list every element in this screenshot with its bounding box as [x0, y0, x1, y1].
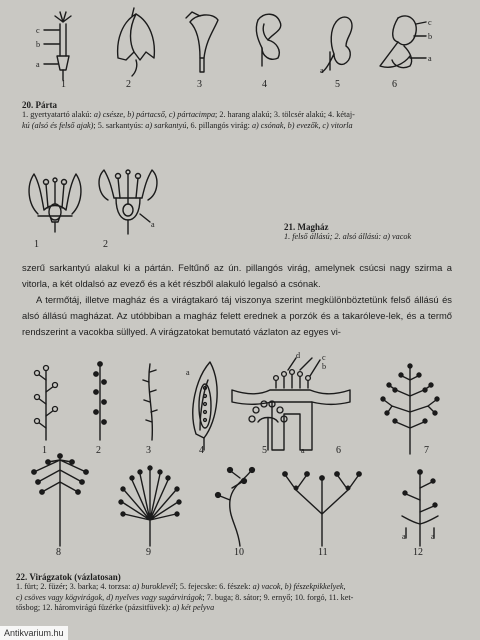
corolla-spurred-drawing: [322, 17, 352, 72]
fig20-number-5: 5: [335, 79, 340, 90]
fig22-number-3: 3: [146, 445, 151, 456]
inflorescence-spike-drawing: [94, 362, 107, 440]
paragraph-1: szerű sarkantyú alakul ki a pártán. Feltűnő az ún. pillangós virág, amelynek csúcsi nagy szirma a vitorla, a két oldalsó az evező és a két részből alakuló legalsó a csónak.: [22, 262, 452, 289]
fig22-label-d: d: [296, 351, 301, 360]
fig20-number-6: 6: [392, 79, 397, 90]
fig22-number-2: 2: [96, 445, 101, 456]
fig20-label-c-left: c: [36, 26, 40, 35]
fig20-label-a-right: a: [428, 54, 432, 63]
fig22-label-a-spadix: a: [186, 368, 190, 377]
fig20-number-3: 3: [197, 79, 202, 90]
fig22-number-6: 6: [336, 445, 341, 456]
fig22-label-a-vacok: a: [301, 446, 305, 455]
paragraph-2: A termőtáj, illetve magház és a virágtakaró táj viszonya szerint megkülönböztetünk felső állású és alsó állású magházat. Az utóbbiban a magház felett erednek a porzók és a takaróleve-lek, és a termő rendszerint a vacokba süllyed. A virágzatokat bemutató vázlaton az egyes vi-: [22, 294, 452, 337]
corolla-papilionaceous-drawing: [380, 16, 426, 68]
corolla-funnel-drawing: [186, 12, 218, 72]
fig21-number-1: 1: [34, 239, 39, 250]
inflorescence-panicle-drawing: [381, 364, 439, 454]
figure-20-caption-text: 1. gyertyatartó alakú: a) csésze, b) pártacső, c) pártacimpa; 2. harang alakú; 3. tölcsér alakú; 4. kétaj- kú (alsó és felső ajak); 5. sarkantyús: a) sarkantyú, 6. pillangós virág: a) csónak, b) evezők, c) vitorla: [22, 110, 355, 130]
fig20-label-a-spur: a: [320, 66, 324, 75]
fig22-label-c: c: [322, 353, 326, 362]
fig20-label-b-left: b: [36, 40, 41, 49]
corolla-two-lipped-drawing: [256, 14, 280, 66]
fig22-number-10: 10: [234, 547, 244, 558]
fig22-label-a-right-glume: a: [431, 532, 435, 541]
ovary-superior-drawing: [29, 174, 81, 232]
inflorescence-corymb-drawing: [32, 454, 89, 546]
inflorescence-spadix-drawing: [193, 362, 217, 450]
figure-20-title: 20. Párta: [22, 100, 57, 110]
figure-21-title: 21. Magház: [284, 222, 329, 232]
fig22-number-9: 9: [146, 547, 151, 558]
watermark-logo: Antikvarium.hu: [0, 626, 68, 640]
fig21-number-2: 2: [103, 239, 108, 250]
figure-22-caption-text: 1. fürt; 2. füzér; 3. barka; 4. torzsa: a) buroklevél; 5. fejecske: 6. fészek: a) vacok, b) fészekpikkelyek, c) csöves vagy kögvirágok, d) nyelves vagy sugárvirágok; 7. buga; 8. sátor; 9. ernyő; 10. forgó, 11. ket- tősbog; 12. háromvirágú füzérke (pázsitfüvek): a) két pelyva: [16, 582, 354, 612]
corolla-bell-drawing: [118, 8, 155, 76]
fig21-label-a: a: [151, 220, 155, 229]
inflorescence-head-drawing: [249, 401, 287, 450]
fig20-number-2: 2: [126, 79, 131, 90]
fig20-label-c-right: c: [428, 18, 432, 27]
inflorescence-umbel-drawing: [119, 466, 181, 546]
fig22-label-b: b: [322, 362, 327, 371]
figure-22-title: 22. Virágzatok (vázlatosan): [16, 572, 121, 582]
fig20-label-a-left: a: [36, 60, 40, 69]
fig22-number-1: 1: [42, 445, 47, 456]
inflorescence-catkin-drawing: [143, 364, 157, 440]
fig22-number-7: 7: [424, 445, 429, 456]
fig22-number-12: 12: [413, 547, 423, 558]
figure-22-inflorescence-drawings: [0, 350, 480, 570]
figure-21-caption-text: 1. felső állású; 2. alsó állású: a) vacok: [284, 232, 412, 241]
fig22-number-11: 11: [318, 547, 328, 558]
fig20-number-1: 1: [61, 79, 66, 90]
ovary-inferior-drawing: [99, 170, 157, 234]
figure-21-ovary-drawings: [10, 160, 170, 250]
fig20-number-4: 4: [262, 79, 267, 90]
fig22-number-5: 5: [262, 445, 267, 456]
fig20-label-b-right: b: [428, 32, 433, 41]
inflorescence-capitulum-drawing: [232, 358, 350, 450]
figure-22-caption: [16, 572, 470, 614]
fig22-number-4: 4: [199, 445, 204, 456]
figure-20-corolla-drawings: [0, 0, 480, 100]
inflorescence-dichasium-drawing: [283, 472, 362, 546]
figure-21-caption: [284, 222, 470, 243]
body-text: [22, 260, 452, 340]
figure-20-caption: [22, 100, 470, 131]
fig22-number-8: 8: [56, 547, 61, 558]
inflorescence-raceme-drawing: [35, 366, 58, 441]
corolla-candlestick-drawing: [44, 12, 71, 80]
inflorescence-cyme-drawing: [215, 467, 254, 546]
fig22-label-a-left-glume: a: [402, 532, 406, 541]
